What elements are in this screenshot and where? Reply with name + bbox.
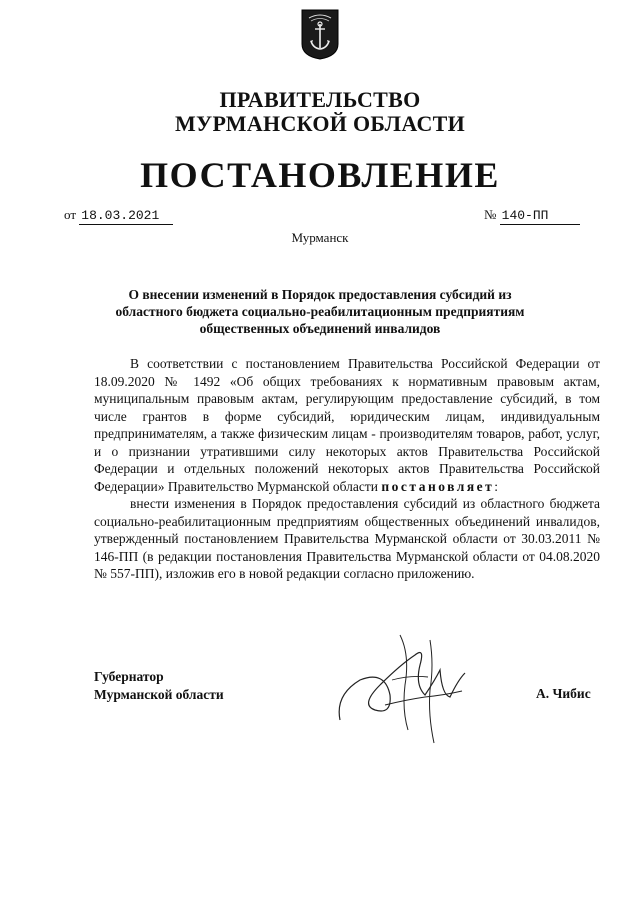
document-number [484, 207, 580, 225]
document-body [94, 355, 600, 583]
body-paragraph-1 [94, 355, 600, 495]
document-type-title: ПОСТАНОВЛЕНИЕ [140, 155, 500, 195]
document-subject: О внесении изменений в Порядок предоставления субсидий из областного бюджета социально-реабилитационным предприятиям общественных объединений инвалидов [115, 287, 525, 336]
paragraph-1-text: В соответствии с постановлением Правительства Российской Федерации от 18.09.2020 № 1492 «Об общих требованиях к нормативным правовым актам, муниципальным правовым актам, регулирующим предоставление субсидий, в том числе грантов в форме субсидий, юридическим лицам, индивидуальным предпринимателям, а также физическим лицам - производителям товаров, работ, услуг, и о признании утратившими силу некоторых актов Правительства Российской Федерации и отдельных положений некоторых актов Правительства Российской Федерации» Правительство Мурманской области [94, 356, 600, 494]
governor-title [94, 668, 224, 704]
government-name-line2: МУРМАНСКОЙ ОБЛАСТИ [174, 111, 466, 136]
paragraph-1-end: : [494, 478, 499, 494]
document-date [64, 207, 173, 225]
date-value: 18.03.2021 [79, 208, 173, 225]
city-name: Мурманск [291, 230, 349, 245]
body-paragraph-2: внести изменения в Порядок предоставления субсидий из областного бюджета социально-реабилитационным предприятиям общественных объединений инвалидов, утвержденный постановлением Правительства Мурманской области от 30.03.2011 № 146-ПП (в редакции постановления Правительства Мурманской области от 04.08.2020 № 557-ПП), изложив его в новой редакции согласно приложению. [94, 496, 600, 581]
resolves-word: постановляет [381, 478, 495, 494]
government-name-line1: ПРАВИТЕЛЬСТВО [219, 87, 421, 112]
coat-of-arms-icon [300, 8, 340, 60]
governor-title-line1: Губернатор [94, 669, 164, 684]
handwritten-signature [330, 625, 480, 750]
number-value: 140-ПП [500, 208, 580, 225]
governor-title-line2: Мурманской области [94, 687, 224, 702]
signer-name: А. Чибис [536, 686, 591, 701]
number-prefix: № [484, 207, 497, 222]
date-prefix: от [64, 207, 77, 222]
